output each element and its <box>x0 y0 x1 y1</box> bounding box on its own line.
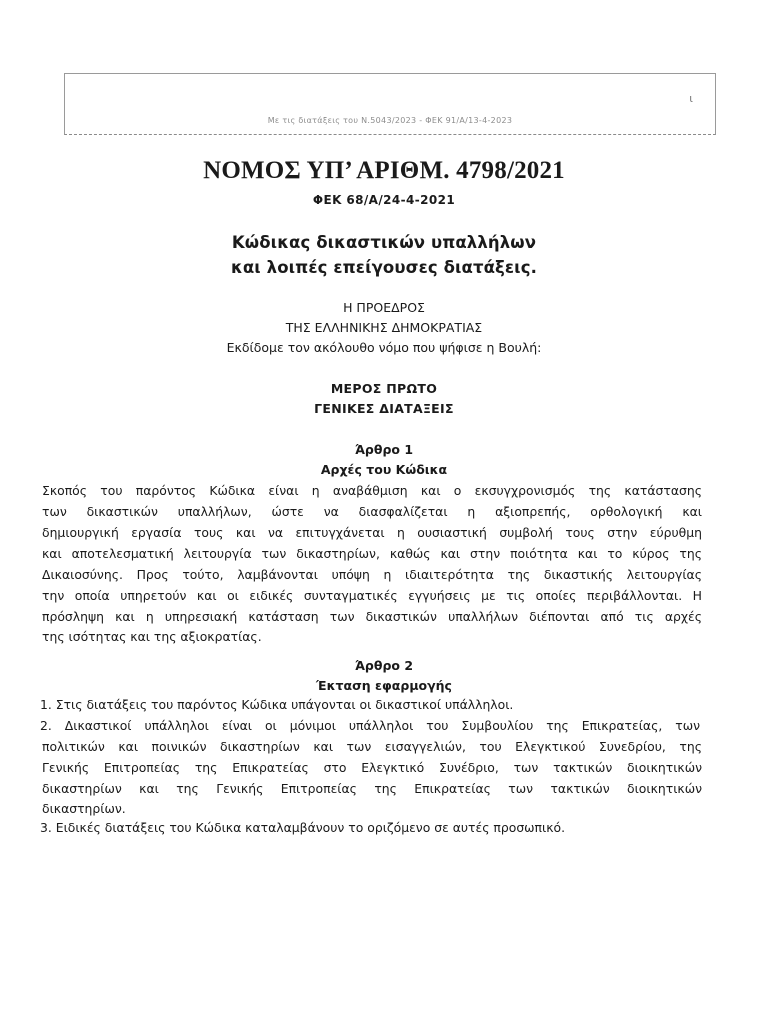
article-1-line: Δικαιοσύνης. Προς τούτο, λαμβάνονται υπόψη η ιδιαιτερότητα της δικαστικής λειτουργίας <box>42 567 702 582</box>
part-title: ΓΕΝΙΚΕΣ ΔΙΑΤΑΞΕΙΣ <box>314 401 454 416</box>
article-2-number: Άρθρο 2 <box>354 658 414 673</box>
article-1-line: και αποτελεσματική λειτουργία των δικαστηρίων, καθώς και στην ποιότητα και το κύρος της <box>42 546 702 561</box>
amendment-stamp-text: Με τις διατάξεις του Ν.5043/2023 - ΦΕΚ 91/Α/13-4-2023 <box>267 116 513 125</box>
article-2-line: 2. Δικαστικοί υπάλληλοι είναι οι μόνιμοι υπάλληλοι του Συμβουλίου της Επικρατείας, των <box>40 718 700 733</box>
article-2-line: 1. Στις διατάξεις του παρόντος Κώδικα υπάγονται οι δικαστικοί υπάλληλοι. <box>40 697 514 712</box>
article-1-line: την οποία υπηρετούν και οι ειδικές συνταγματικές εγγυήσεις με τις οποίες περιβάλλονται. Η <box>42 588 702 603</box>
article-1-line: Σκοπός του παρόντος Κώδικα είναι η αναβάθμιση και ο εκσυγχρονισμός της κατάστασης <box>42 483 702 498</box>
article-2-line: Γενικής Επιτροπείας της Επικρατείας στο Ελεγκτικό Συνέδριο, των τακτικών διοικητικών <box>42 760 702 775</box>
preamble-line-1: Η ΠΡΟΕΔΡΟΣ <box>343 300 425 315</box>
article-2-line: δικαστηρίων και της Γενικής Επιτροπείας της Επικρατείας των τακτικών διοικητικών <box>42 781 702 796</box>
article-1-line: πρόσληψη και η υπηρεσιακή κατάσταση των δικαστικών υπαλλήλων διέπονται από τις αρχές <box>42 609 702 624</box>
article-2-line: 3. Ειδικές διατάξεις του Κώδικα καταλαμβάνουν το οριζόμενο σε αυτές προσωπικό. <box>40 820 566 835</box>
part-number: ΜΕΡΟΣ ΠΡΩΤΟ <box>330 381 438 396</box>
article-1-line: της ισότητας και της αξιοκρατίας. <box>42 629 262 644</box>
preamble-line-3: Εκδίδομε τον ακόλουθο νόμο που ψήφισε η Βουλή: <box>226 340 542 355</box>
article-1-title: Αρχές του Κώδικα <box>320 462 448 477</box>
law-subtitle-line-1: Κώδικας δικαστικών υπαλλήλων <box>231 233 537 252</box>
amendment-stamp-box <box>64 73 716 135</box>
article-2-line: δικαστηρίων. <box>42 801 126 816</box>
article-2-title: Έκταση εφαρμογής <box>316 678 452 693</box>
stamp-handwritten-mark: ι <box>689 92 693 105</box>
article-2-line: πολιτικών και ποινικών δικαστηρίων και των εισαγγελιών, του Ελεγκτικού Συνεδρίου, της <box>42 739 702 754</box>
article-1-number: Άρθρο 1 <box>354 442 414 457</box>
gazette-reference: ΦΕΚ 68/Α/24-4-2021 <box>312 193 456 207</box>
article-1-line: δημιουργική εργασία τους και να επιτυγχάνεται η ουσιαστική συμβολή τους στην εύρυθμη <box>42 525 702 540</box>
preamble-line-2: ΤΗΣ ΕΛΛΗΝΙΚΗΣ ΔΗΜΟΚΡΑΤΙΑΣ <box>285 320 483 335</box>
law-subtitle-line-2: και λοιπές επείγουσες διατάξεις. <box>231 258 537 277</box>
article-1-line: των δικαστικών υπαλλήλων, ώστε να διασφαλίζεται η αξιοπρεπής, ορθολογική και <box>42 504 702 519</box>
law-title: ΝΟΜΟΣ ΥΠ’ ΑΡΙΘΜ. 4798/2021 <box>203 157 565 184</box>
